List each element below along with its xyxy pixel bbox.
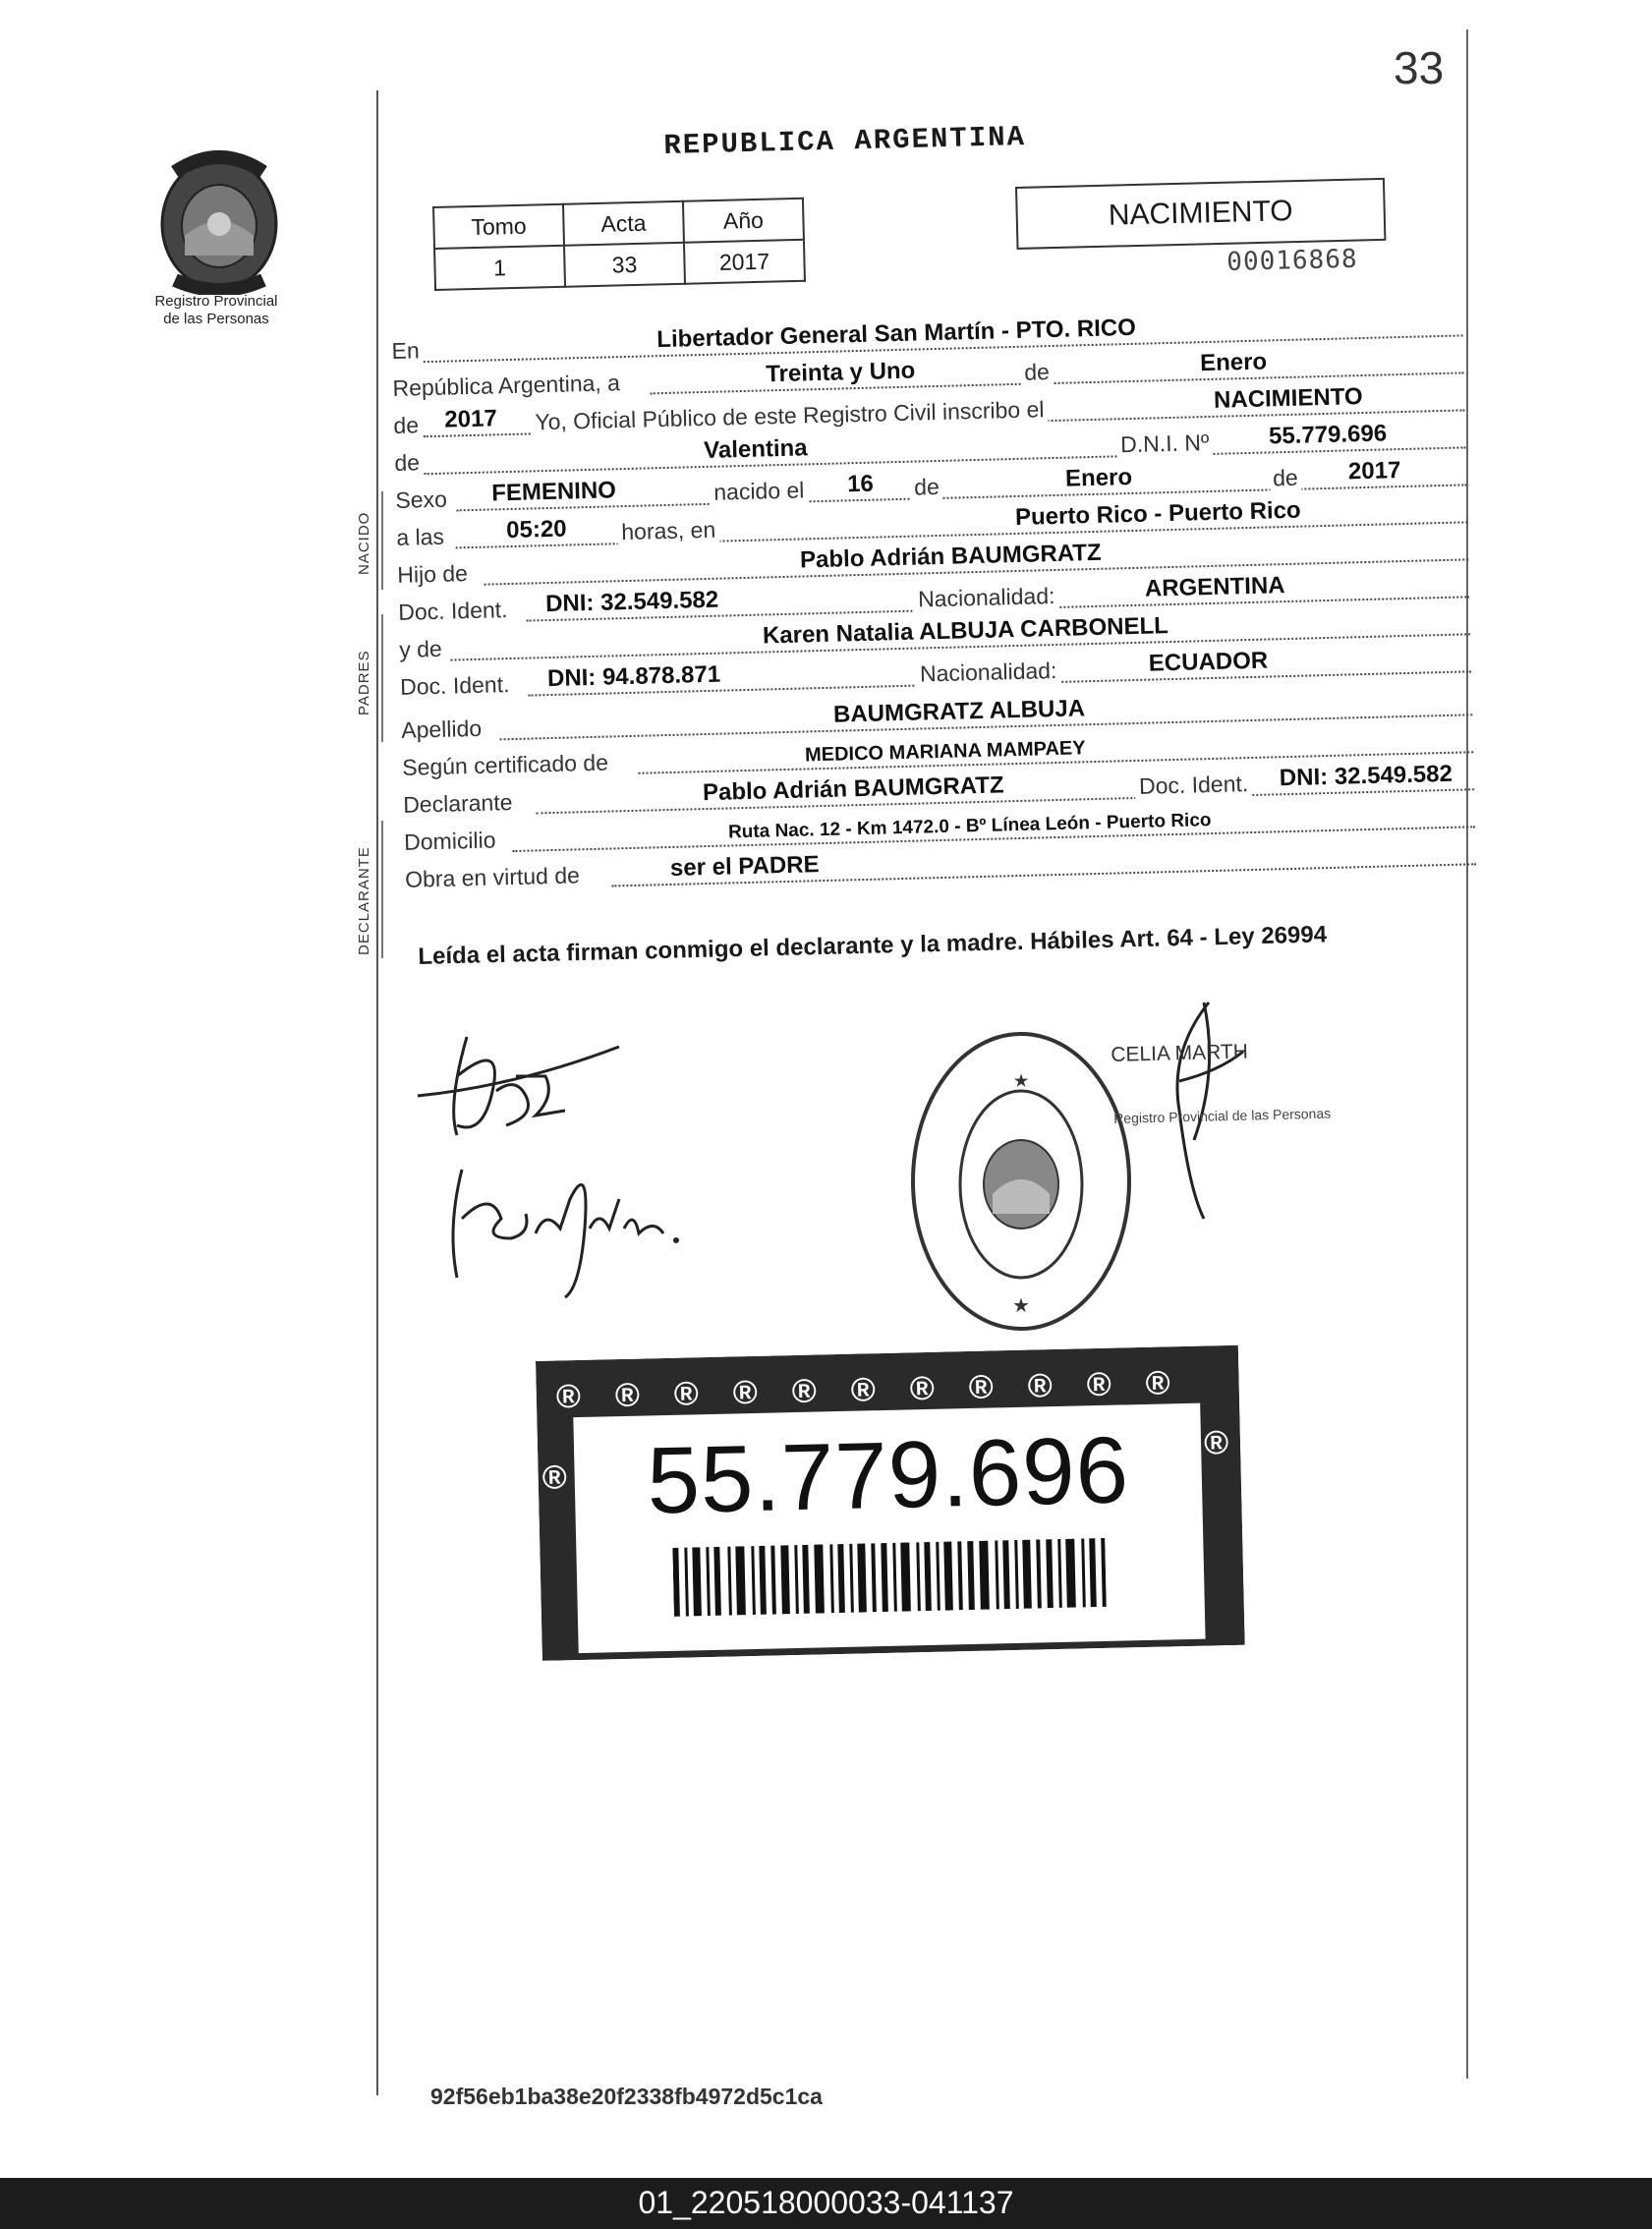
day-value: Treinta y Uno (765, 357, 916, 388)
svg-text:®: ® (1027, 1367, 1054, 1405)
serial-number: 00016868 (1226, 244, 1358, 277)
dni-label: D.N.I. Nº (1116, 429, 1214, 458)
domicilio-label: Domicilio (403, 827, 496, 855)
hour-value: 05:20 (505, 515, 567, 544)
declarante-side-label: DECLARANTE (356, 846, 372, 955)
svg-text:®: ® (614, 1376, 641, 1415)
birth-de-label-2: de (1270, 465, 1301, 492)
declarant-doc-label: Doc. Ident. (1135, 771, 1253, 800)
registry-caption-line1: Registro Provincial (154, 293, 278, 310)
mother-nat-label: Nacionalidad: (916, 657, 1061, 688)
mother-nat-value: ECUADOR (1148, 647, 1269, 677)
father-doc-label: Doc. Ident. (397, 597, 508, 625)
record-type-box: NACIMIENTO (1015, 178, 1386, 250)
dni-sticker-number: 55.779.696 (646, 1417, 1131, 1534)
father-value: Pablo Adrián BAUMGRATZ (799, 539, 1102, 574)
declarante-bracket (381, 821, 383, 958)
acta-value: 33 (564, 243, 685, 287)
dni-sticker-content (536, 1345, 1245, 1661)
acta-header: Acta (563, 201, 684, 246)
horas-en-label: horas, en (617, 517, 720, 546)
father-nat-label: Nacionalidad: (914, 583, 1059, 613)
page-number: 33 (1394, 42, 1445, 93)
dni-sticker-label (573, 1403, 1205, 1653)
svg-text:®: ® (1203, 1424, 1229, 1462)
mother-doc-value: DNI: 94.878.871 (546, 660, 721, 693)
svg-text:®: ® (673, 1375, 700, 1413)
svg-text:®: ® (555, 1377, 582, 1416)
official-name: CELIA MARTH (1111, 1040, 1249, 1066)
document-hash: 92f56eb1ba38e20f2338fb4972d5c1ca (430, 2084, 823, 2109)
svg-text:®: ® (1145, 1364, 1171, 1402)
nacido-bracket (381, 491, 383, 590)
svg-text:★: ★ (1013, 1073, 1029, 1090)
dni-value: 55.779.696 (1268, 420, 1388, 450)
declarant-signature (398, 1017, 634, 1155)
anio-value: 2017 (684, 240, 805, 284)
closing-text: Leída el acta firman conmigo el declarante y la madre. Hábiles Art. 64 - Ley 26994 (418, 921, 1328, 970)
tomo-value: 1 (434, 246, 565, 290)
capacity-value: ser el PADRE (669, 851, 820, 882)
father-nat-value: ARGENTINA (1144, 572, 1285, 602)
mother-doc-label: Doc. Ident. (399, 671, 510, 700)
birth-place-value: Puerto Rico - Puerto Rico (1014, 496, 1302, 531)
mother-signature (442, 1140, 698, 1307)
birth-year-value: 2017 (1347, 457, 1401, 486)
name-value: Valentina (703, 434, 808, 464)
mother-value: Karen Natalia ALBUJA CARBONELL (762, 612, 1169, 650)
declarant-value: Pablo Adrián BAUMGRATZ (702, 772, 1004, 807)
svg-text:®: ® (1086, 1365, 1112, 1404)
svg-text:★: ★ (1012, 1295, 1030, 1317)
de-label: de (1021, 359, 1053, 386)
surname-value: BAUMGRATZ ALBUJA (832, 695, 1086, 728)
registry-caption (128, 293, 305, 328)
anio-header: Año (683, 199, 804, 243)
birth-de-label-1: de (911, 474, 942, 501)
address-value: Ruta Nac. 12 - Km 1472.0 - Bº Línea León - Puerto Rico (727, 810, 1212, 843)
registry-caption-line2: de las Personas (163, 311, 269, 327)
en-label: En (391, 337, 421, 364)
place-value: Libertador General San Martín - PTO. RICO (656, 314, 1137, 354)
right-margin-line (1466, 29, 1468, 2079)
padres-side-label: PADRES (356, 650, 372, 715)
svg-text:®: ® (968, 1368, 995, 1407)
birth-month-value: Enero (1064, 463, 1133, 492)
apellido-label: Apellido (400, 714, 483, 743)
birth-day-value: 16 (846, 470, 875, 498)
obra-label: Obra en virtud de (404, 862, 581, 892)
sex-value: FEMENINO (490, 477, 617, 507)
misiones-seal-icon (145, 147, 293, 295)
svg-text:®: ® (909, 1369, 936, 1408)
tomo-header: Tomo (433, 204, 564, 249)
declarant-doc-value: DNI: 32.549.582 (1279, 760, 1453, 792)
svg-text:®: ® (850, 1371, 877, 1409)
sexo-label: Sexo (395, 486, 448, 513)
certificado-label: Según certificado de (401, 749, 609, 780)
year-value: 2017 (444, 405, 498, 433)
svg-text:®: ® (541, 1458, 568, 1497)
footer-filename: 01_220518000033-041137 (638, 2185, 1014, 2220)
barcode-icon (672, 1538, 1106, 1617)
svg-text:®: ® (791, 1372, 818, 1411)
svg-text:®: ® (732, 1373, 759, 1412)
birth-record-form (391, 302, 1476, 894)
nacido-label: nacido el (710, 477, 809, 506)
record-table (432, 198, 806, 291)
left-margin-line (376, 90, 378, 2095)
delegation-seal-icon (906, 1027, 1137, 1337)
nombre-label: de (394, 449, 421, 476)
month-value: Enero (1199, 348, 1268, 377)
y-de-label: y de (398, 635, 443, 662)
padres-bracket (381, 614, 383, 742)
declarante-label: Declarante (402, 789, 513, 818)
oficial-text: Yo, Oficial Público de este Registro Civil inscribo el (531, 396, 1049, 435)
a-las-label: a las (396, 523, 445, 550)
country-title: REPUBLICA ARGENTINA (663, 120, 1027, 162)
act-value: NACIMIENTO (1213, 383, 1363, 414)
official-title: Registro Provincial de las Personas (1113, 1105, 1332, 1126)
republica-label: República Argentina, a (392, 370, 621, 401)
hijo-de-label: Hijo de (396, 560, 469, 588)
de-label-2: de (393, 412, 420, 438)
nacido-side-label: NACIDO (356, 511, 372, 575)
certificate-value: MEDICO MARIANA MAMPAEY (804, 737, 1086, 767)
father-doc-value: DNI: 32.549.582 (544, 586, 719, 618)
